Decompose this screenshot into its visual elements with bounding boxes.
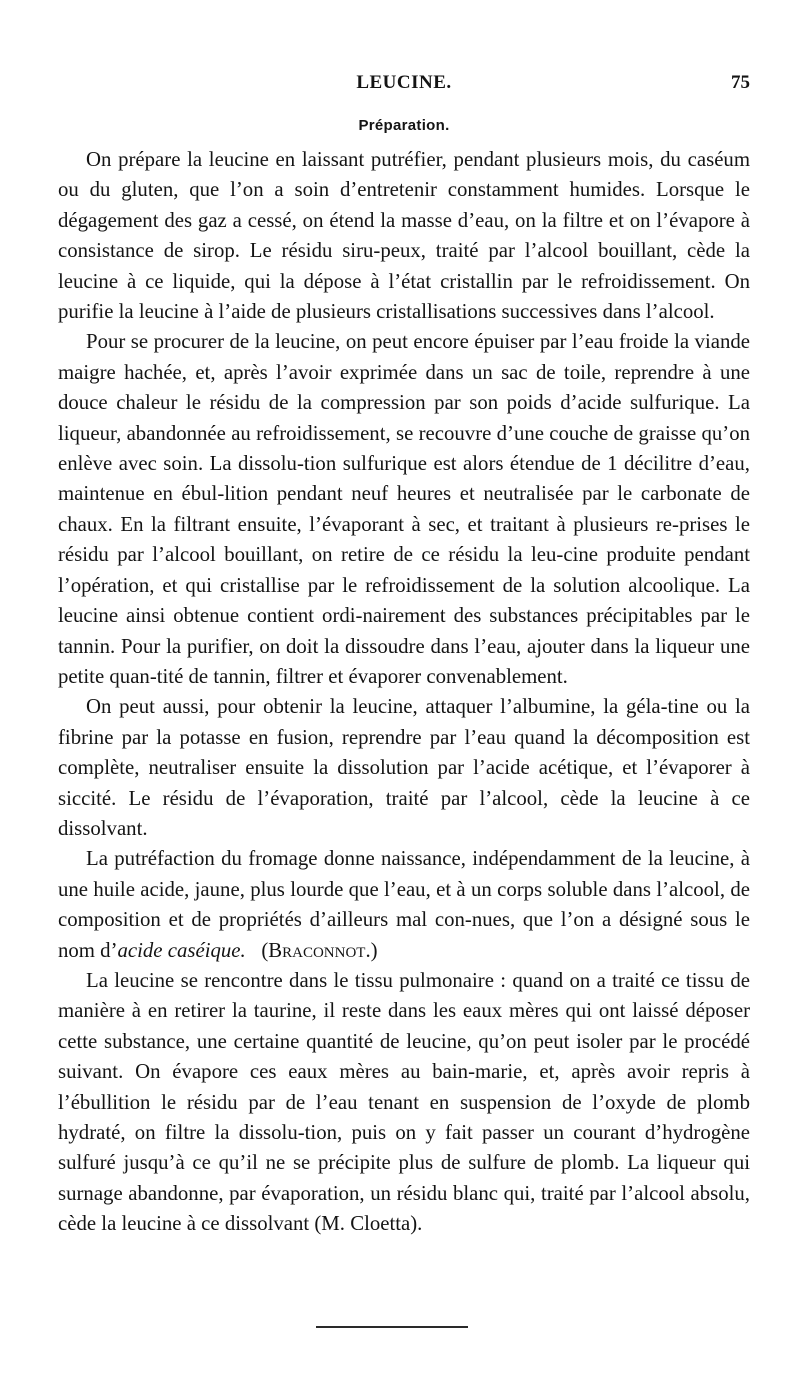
paragraph: La leucine se rencontre dans le tissu pulmonaire : quand on a traité ce tissu de manière à en retirer la taurine, il reste dans les eaux mères qui ont laissé déposer cette substance, une certaine quantité de leucine, qu’on peut isoler par le procédé suivant. On évapore ces eaux mères au bain-marie, et, après avoir repris à l’ébullition le résidu par de l’eau tenant en suspension de l’oxyde de plomb hydraté, on filtre la dissolu-tion, puis on y fait passer un courant d’hydrogène sulfuré jusqu’à ce qu’il ne se précipite plus de sulfure de plomb. La liqueur qui surnage abandonne, par évaporation, un résidu blanc qui, traité par l’alcool absolu, cède la leucine à ce dissolvant (M. Cloetta).: [58, 968, 750, 1236]
paragraph: On peut aussi, pour obtenir la leucine, attaquer l’albumine, la géla-tine ou la fibrine par la potasse en fusion, reprendre par l’eau quand la décomposition est complète, neutraliser ensuite la dissolution par l’acide acétique, et l’évaporer à siccité. Le résidu de l’évaporation, traité par l’alcool, cède la leucine à ce dissolvant.: [58, 695, 750, 840]
end-rule: [316, 1326, 468, 1328]
paragraph-fromage: [58, 844, 750, 966]
running-title: LEUCINE.: [356, 72, 452, 93]
paragraph-text: La putréfaction du fromage donne naissance, indépendamment de la leucine, à une huile acide, jaune, plus lourde que l’eau, et à un corps soluble dans l’alcool, de composition et de propriétés d’ailleurs mal con-nues, que l’on a désigné sous le nom d’: [58, 847, 750, 962]
paragraph: Pour se procurer de la leucine, on peut encore épuiser par l’eau froide la viande maigre hachée, et, après l’avoir exprimée dans un sac de toile, reprendre à une douce chaleur le résidu de la compression par son poids d’acide sulfurique. La liqueur, abandonnée au refroidissement, se recouvre d’une couche de graisse qu’on enlève avec soin. La dissolu-tion sulfurique est alors étendue de 1 décilitre d’eau, maintenue en ébul-lition pendant neuf heures et neutralisée par le carbonate de chaux. En la filtrant ensuite, l’évaporant à sec, et traitant à plusieurs re-prises le résidu par l’alcool bouillant, on retire de ce résidu la leu-cine produite pendant l’opération, et qui cristallise par le refroidissement de la solution alcoolique. La leucine ainsi obtenue contient ordi-nairement des substances précipitables par le tannin. Pour la purifier, on doit la dissoudre dans l’eau, ajouter dans la liqueur une petite quan-tité de tannin, filtrer et évaporer convenablement.: [58, 330, 750, 688]
section-heading: Préparation.: [358, 117, 450, 134]
body-text: [58, 145, 750, 1240]
page-number: 75: [731, 72, 750, 93]
running-head: [58, 72, 750, 100]
citation: (Braconnot.): [261, 938, 378, 962]
italic-term: acide caséique.: [117, 938, 246, 962]
paragraph: On prépare la leucine en laissant putréfier, pendant plusieurs mois, du caséum ou du gluten, que l’on a soin d’entretenir constamment humides. Lorsque le dégagement des gaz a cessé, on étend la masse d’eau, on la filtre et on l’évapore à consistance de sirop. Le résidu siru-peux, traité par l’alcool bouillant, cède la leucine à ce liquide, qui la dépose à l’état cristallin par le refroidissement. On purifie la leucine à l’aide de plusieurs cristallisations successives dans l’alcool.: [58, 148, 750, 324]
